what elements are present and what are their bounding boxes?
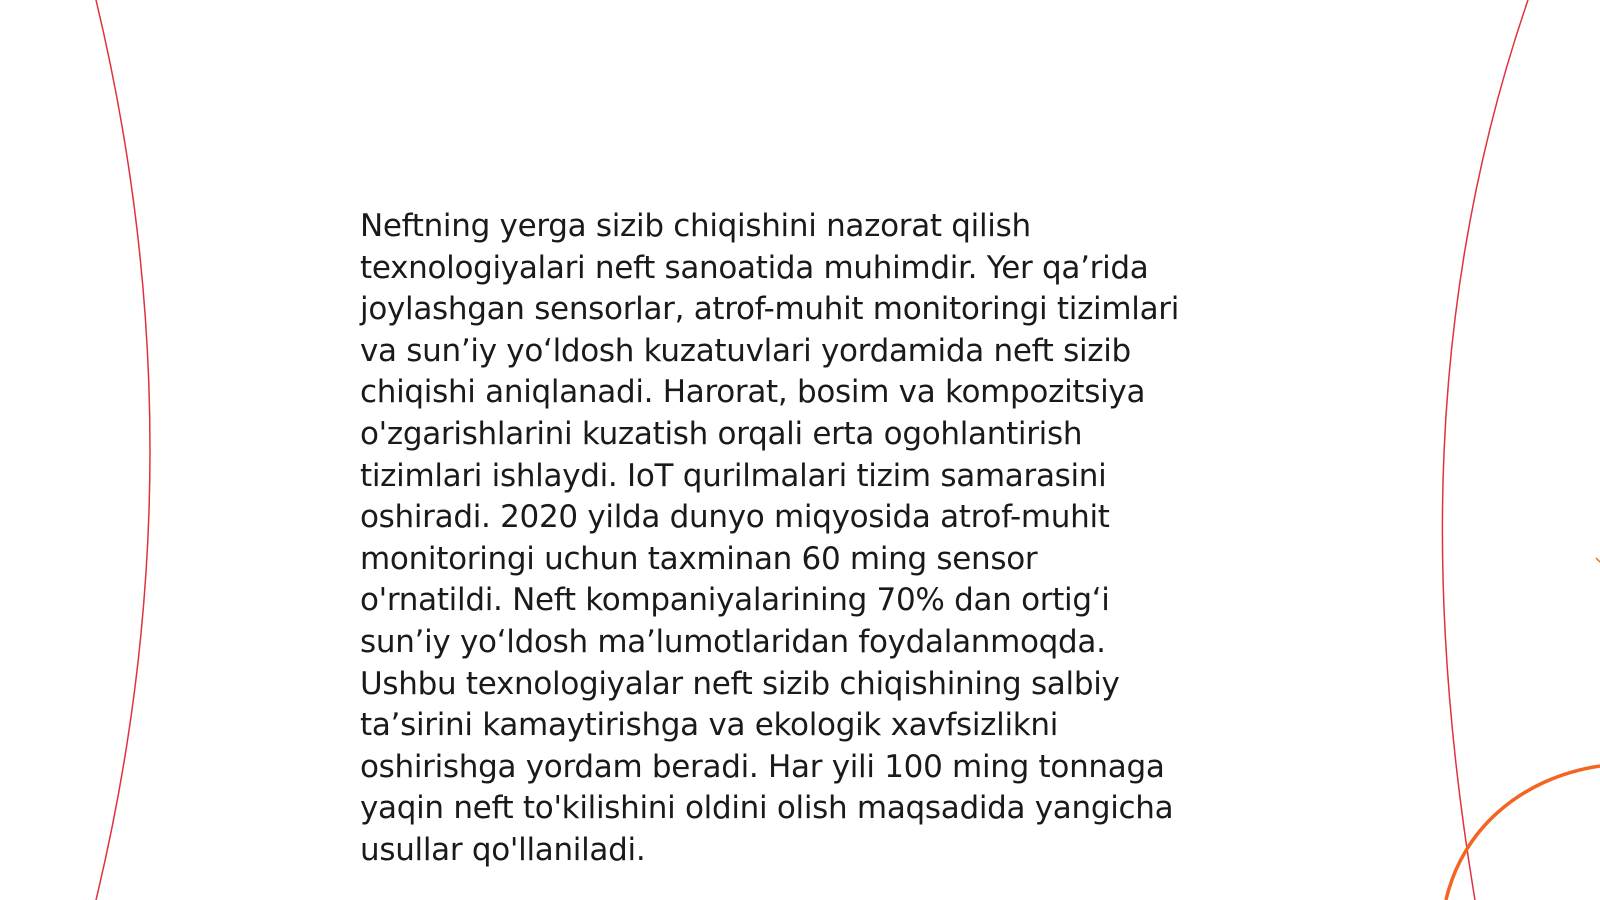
paragraph-line: sun’iy yo‘ldosh ma’lumotlaridan foydalanmoqda. bbox=[360, 623, 1106, 660]
paragraph-line: oshirishga yordam beradi. Har yili 100 ming tonnaga bbox=[360, 748, 1165, 785]
paragraph-line: o'zgarishlarini kuzatish orqali erta ogohlantirish bbox=[360, 415, 1083, 452]
orange-circle-arc bbox=[1446, 766, 1600, 900]
paragraph-line: Neftning yerga sizib chiqishini nazorat qilish bbox=[360, 208, 1031, 244]
paragraph-line: joylashgan sensorlar, atrof-muhit monitoringi tizimlari bbox=[360, 291, 1180, 328]
paragraph-line: usullar qo'llaniladi. bbox=[360, 831, 646, 868]
left-red-arc bbox=[96, 0, 150, 900]
paragraph-line: o'rnatildi. Neft kompaniyalarining 70% dan ortig‘i bbox=[360, 582, 1110, 619]
right-red-arc bbox=[1442, 0, 1528, 900]
paragraph-line: tizimlari ishlaydi. IoT qurilmalari tizim samarasini bbox=[360, 457, 1107, 494]
paragraph-line: ta’sirini kamaytirishga va ekologik xavfsizlikni bbox=[360, 707, 1059, 744]
paragraph-line: va sun’iy yo‘ldosh kuzatuvlari yordamida neft sizib bbox=[360, 332, 1131, 369]
paragraph-line: Ushbu texnologiyalar neft sizib chiqishining salbiy bbox=[360, 665, 1120, 702]
body-paragraph bbox=[360, 206, 1260, 872]
paragraph-line: texnologiyalari neft sanoatida muhimdir. Yer qa’rida bbox=[360, 249, 1149, 286]
paragraph-line: chiqishi aniqlanadi. Harorat, bosim va kompozitsiya bbox=[360, 374, 1146, 411]
small-orange-tick bbox=[1596, 558, 1600, 562]
paragraph-line: yaqin neft to'kilishini oldini olish maqsadida yangicha bbox=[360, 790, 1174, 827]
paragraph-line: monitoringi uchun taxminan 60 ming sensor bbox=[360, 540, 1038, 577]
paragraph-line: oshiradi. 2020 yilda dunyo miqyosida atrof-muhit bbox=[360, 499, 1110, 536]
